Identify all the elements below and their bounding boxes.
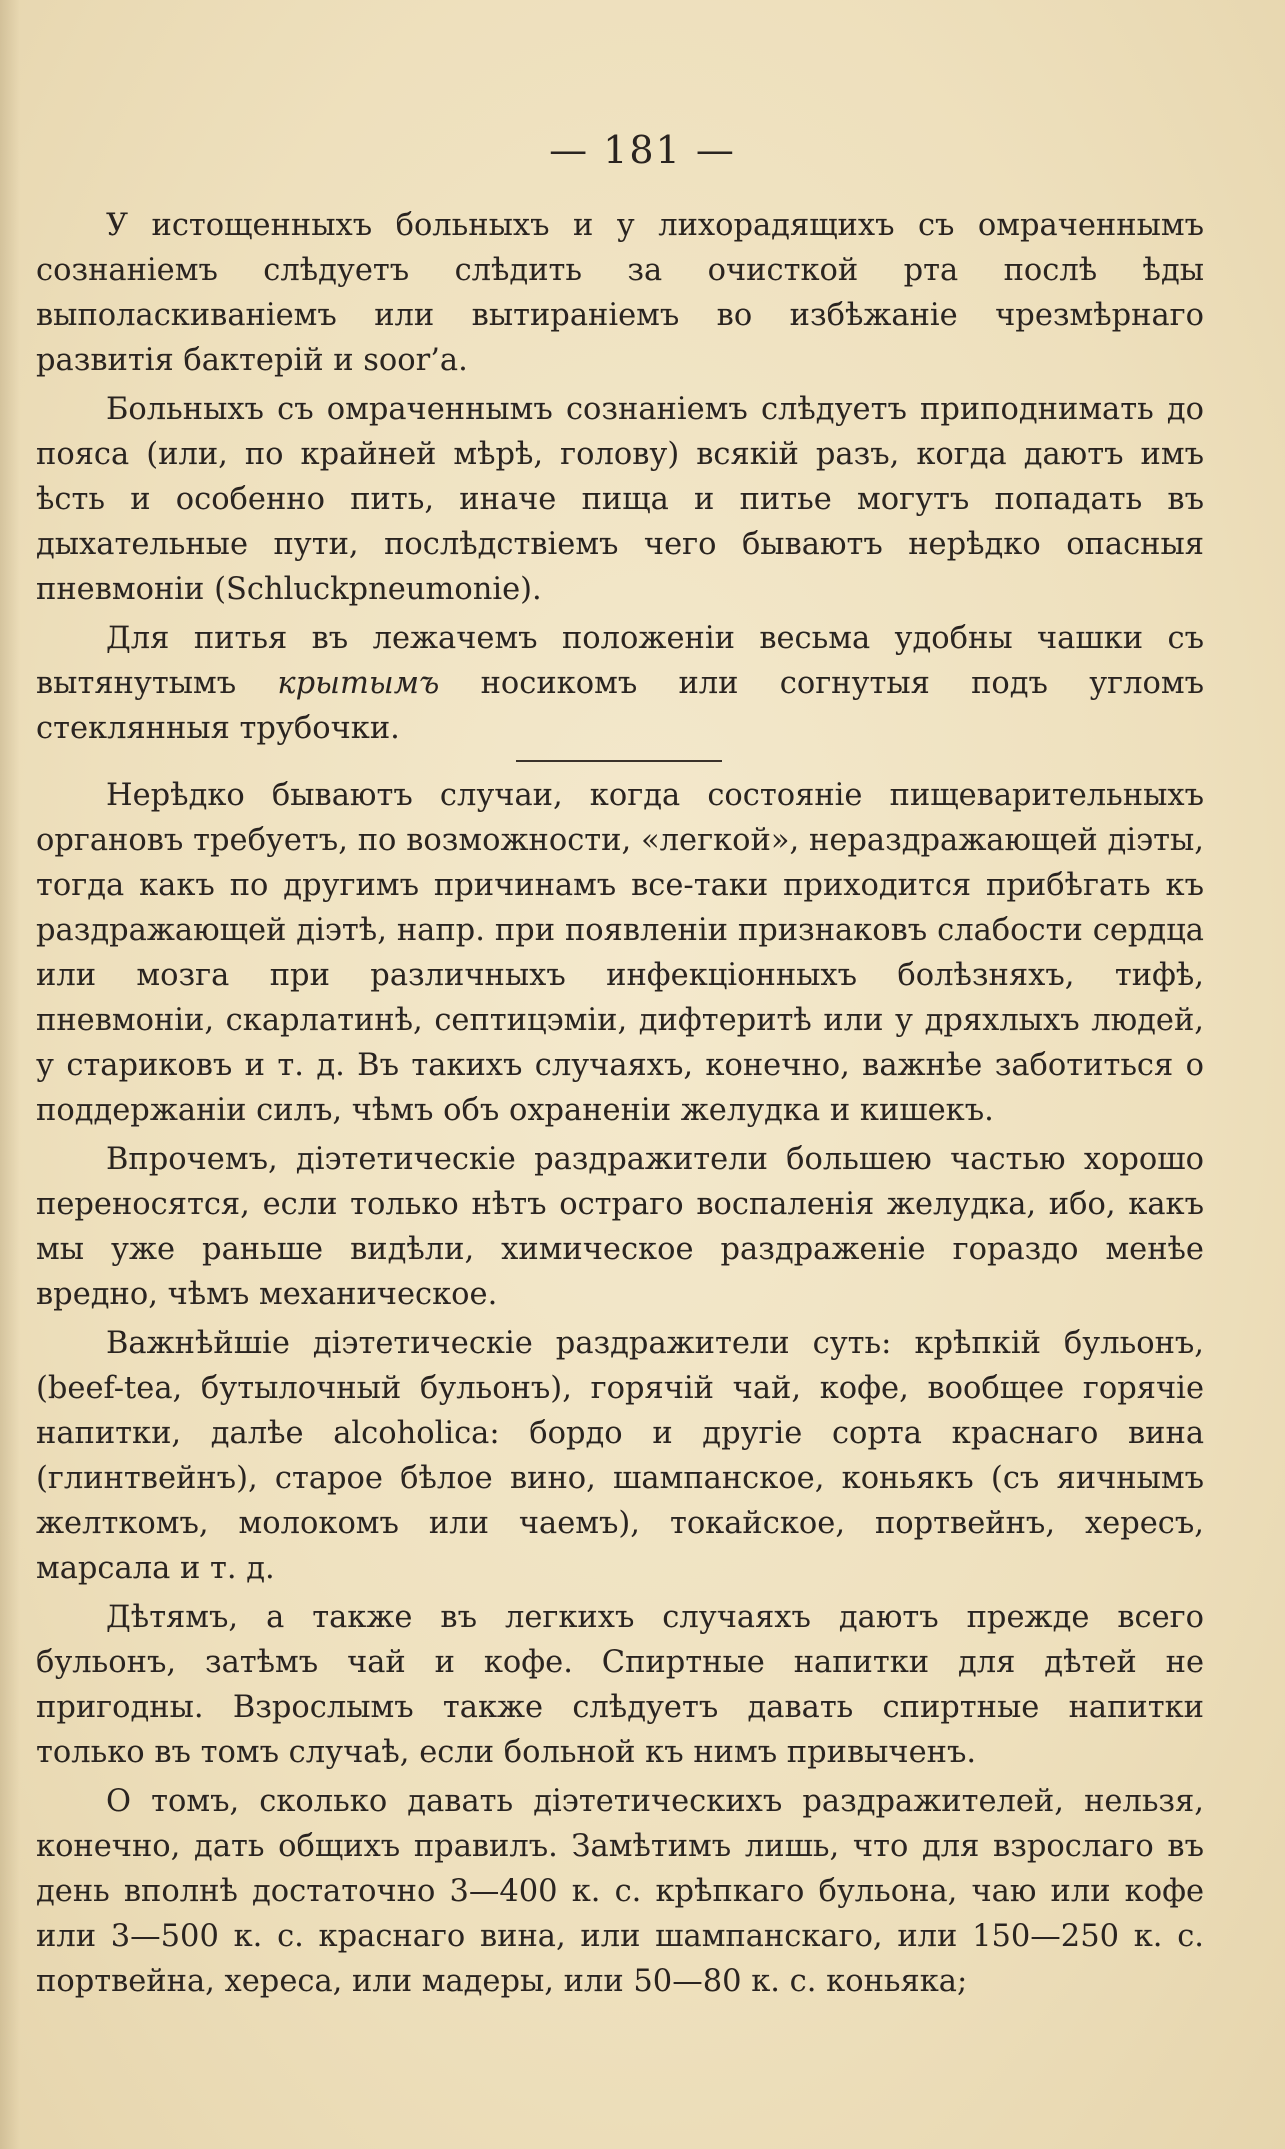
cup-text-italic: крытымъ (277, 666, 440, 701)
paragraph-children: Дѣтямъ, а также въ легкихъ случаяхъ даютъ прежде всего бульонъ, затѣмъ чай и кофе. Спиртные напитки для дѣтей не пригодны. Взрослымъ также слѣдуетъ давать спиртные напитки только въ томъ случаѣ, если больной къ нимъ привыченъ. (36, 1600, 1204, 1770)
section-divider (516, 760, 722, 762)
paragraph-irritating-diet: Нерѣдко бываютъ случаи, когда состояніе пищеварительныхъ органовъ требуетъ, по возможности, «легкой», нераздражающей діэты, тогда какъ по другимъ причинамъ все-таки приходится прибѣгать къ раздражающей діэтѣ, напр. при появленіи признаковъ слабости сердца или мозга при различныхъ инфекціонныхъ болѣзняхъ, тифѣ, пневмоніи, скарлатинѣ, септицэміи, дифтеритѣ или у дряхлыхъ людей, у стариковъ и т. д. Въ такихъ случаяхъ, конечно, важнѣе заботиться о поддержаніи силъ, чѣмъ объ охраненіи желудка и кишекъ. (36, 778, 1204, 1128)
cup-text-before: Для питья въ лежачемъ положеніи весьма удобны чашки съ вытянутымъ (36, 621, 1204, 701)
paragraph-stimulants-list: Важнѣйшіе діэтетическіе раздражители суть: крѣпкій бульонъ, (beef-tea, бутылочный бульонъ), горячій чай, кофе, вообщее горячіе напитки, далѣе alcoholica: бордо и другіе сорта краснаго вина (глинтвейнъ), старое бѣлое вино, шампанское, коньякъ (съ яичнымъ желткомъ, молокомъ или чаемъ), токайское, портвейнъ, хересъ, марсала и т. д. (36, 1326, 1204, 1586)
page-number: — 181 — (549, 128, 736, 172)
text-block-top (36, 203, 1204, 751)
paragraph-oral-hygiene: У истощенныхъ больныхъ и у лихорадящихъ съ омраченнымъ сознаніемъ слѣдуетъ слѣдить за очисткой рта послѣ ѣды выполаскиваніемъ или вытираніемъ во избѣжаніе чрезмѣрнаго развитія бактерій и soor’a. (36, 208, 1204, 378)
paragraph-dosage: О томъ, сколько давать діэтетическихъ раздражителей, нельзя, конечно, дать общихъ правилъ. Замѣтимъ лишь, что для взрослаго въ день вполнѣ достаточно 3—400 к. с. крѣпкаго бульона, чаю или кофе или 3—500 к. с. краснаго вина, или шампанскаго, или 150—250 к. с. портвейна, хереса, или мадеры, или 50—80 к. с. коньяка; (36, 1784, 1204, 1999)
cup-text-after: носикомъ или согнутыя подъ угломъ стеклянныя трубочки. (36, 666, 1204, 746)
page-edge-shadow (0, 0, 20, 2149)
paragraph-drinking-cups (36, 616, 1204, 751)
paragraph-positioning: Больныхъ съ омраченнымъ сознаніемъ слѣдуетъ приподнимать до пояса (или, по крайней мѣрѣ, голову) всякій разъ, когда даютъ имъ ѣсть и особенно пить, иначе пища и питье могутъ попадать въ дыхательные пути, послѣдствіемъ чего бываютъ нерѣдко опасныя пневмоніи (Schluckpneumonie). (36, 392, 1204, 607)
text-block-bottom (36, 773, 1204, 2004)
paragraph-tolerance: Впрочемъ, діэтетическіе раздражители большею частью хорошо переносятся, если только нѣтъ остраго воспаленія желудка, ибо, какъ мы уже раньше видѣли, химическое раздраженіе гораздо менѣе вредно, чѣмъ механическое. (36, 1142, 1204, 1312)
